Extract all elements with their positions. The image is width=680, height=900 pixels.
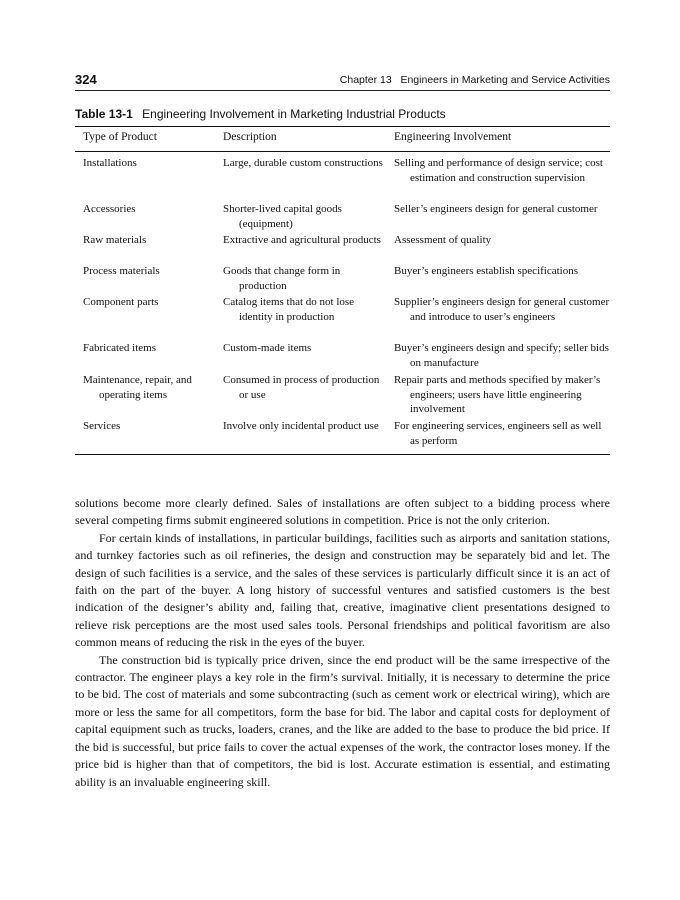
cell-type: Process materials [83, 265, 160, 277]
cell-involvement: Supplier’s engineers design for general customer and introduce to user’s engineers [394, 296, 610, 323]
cell-description: Consumed in process of production or use [223, 374, 380, 401]
cell-description: Shorter-lived capital goods (equipment) [223, 203, 342, 230]
paragraph: The construction bid is typically price driven, since the end product will be the same irrespective of the contractor. The engineer plays a key role in the firm’s survival. Initially, it is necessary to determine the price to be bid. The cost of materials and some subcontracting (such as cement work or electrical wiring), which are more or less the same for all competitors, form the base for bid. The labor and capital costs for deployment of capital equipment such as trucks, loaders, cranes, and the like are added to the base to produce the bid price. If the bid is successful, but price fails to cover the actual expenses of the work, the contractor loses money. If the price bid is higher than that of competitors, the bid is lost. Accurate estimation is essential, and estimating ability is an invaluable engineering skill. [75, 652, 610, 789]
column-header-type: Type of Product [83, 131, 157, 143]
cell-type: Raw materials [83, 234, 147, 246]
cell-type: Services [83, 420, 121, 432]
column-header-involvement: Engineering Involvement [394, 131, 512, 143]
cell-type: Installations [83, 157, 137, 169]
cell-involvement: Selling and performance of design service; cost estimation and construction supervision [394, 157, 603, 184]
header-rule [75, 90, 610, 91]
cell-description: Custom-made items [223, 342, 312, 354]
paragraph: solutions become more clearly defined. Sales of installations are often subject to a bidding process where several competing firms submit engineered solutions in competition. Price is not the only criterion. [75, 496, 610, 528]
cell-type: Component parts [83, 296, 159, 308]
table-number: Table 13-1 [75, 107, 133, 121]
cell-type: Maintenance, repair, and operating items [83, 374, 192, 401]
table-bottom-rule [75, 454, 610, 455]
cell-description: Large, durable custom constructions [223, 157, 383, 169]
paragraph: For certain kinds of installations, in particular buildings, facilities such as airports and sanitation stations, and turnkey factories such as oil refineries, the design and construction may be separately bid and let. The design of such facilities is a service, and the sales of these services is particularly difficult since it is an act of faith on the part of the buyer. A long history of successful ventures and satisfied customers is the best indication of the designer’s ability and, failing that, creative, imaginative client presentations designed to relieve risk perceptions are the most used sales tools. Personal friendships and political favoritism are also common means of reducing the risk in the eyes of the buyer. [75, 530, 610, 650]
cell-type: Fabricated items [83, 342, 157, 354]
cell-involvement: Buyer’s engineers establish specifications [394, 265, 578, 277]
cell-involvement: Assessment of quality [394, 234, 492, 246]
page-number: 324 [75, 72, 97, 87]
table-header [75, 131, 610, 149]
table-caption [75, 107, 446, 121]
cell-involvement: For engineering services, engineers sell as well as perform [394, 420, 602, 447]
cell-involvement: Buyer’s engineers design and specify; seller bids on manufacture [394, 342, 609, 369]
chapter-title: Chapter 13 Engineers in Marketing and Service Activities [339, 74, 610, 86]
cell-type: Accessories [83, 203, 136, 215]
table-title: Engineering Involvement in Marketing Industrial Products [142, 107, 446, 121]
cell-involvement: Repair parts and methods specified by maker’s engineers; users have little engineering involvement [394, 374, 601, 416]
cell-description: Involve only incidental product use [223, 420, 379, 432]
column-header-description: Description [223, 131, 277, 143]
cell-description: Catalog items that do not lose identity in production [223, 296, 355, 323]
cell-description: Goods that change form in production [223, 265, 341, 292]
cell-involvement: Seller’s engineers design for general customer [394, 203, 598, 215]
table-header-rule [75, 151, 610, 152]
table-top-rule [75, 126, 610, 127]
body-text [75, 495, 610, 791]
cell-description: Extractive and agricultural products [223, 234, 381, 246]
